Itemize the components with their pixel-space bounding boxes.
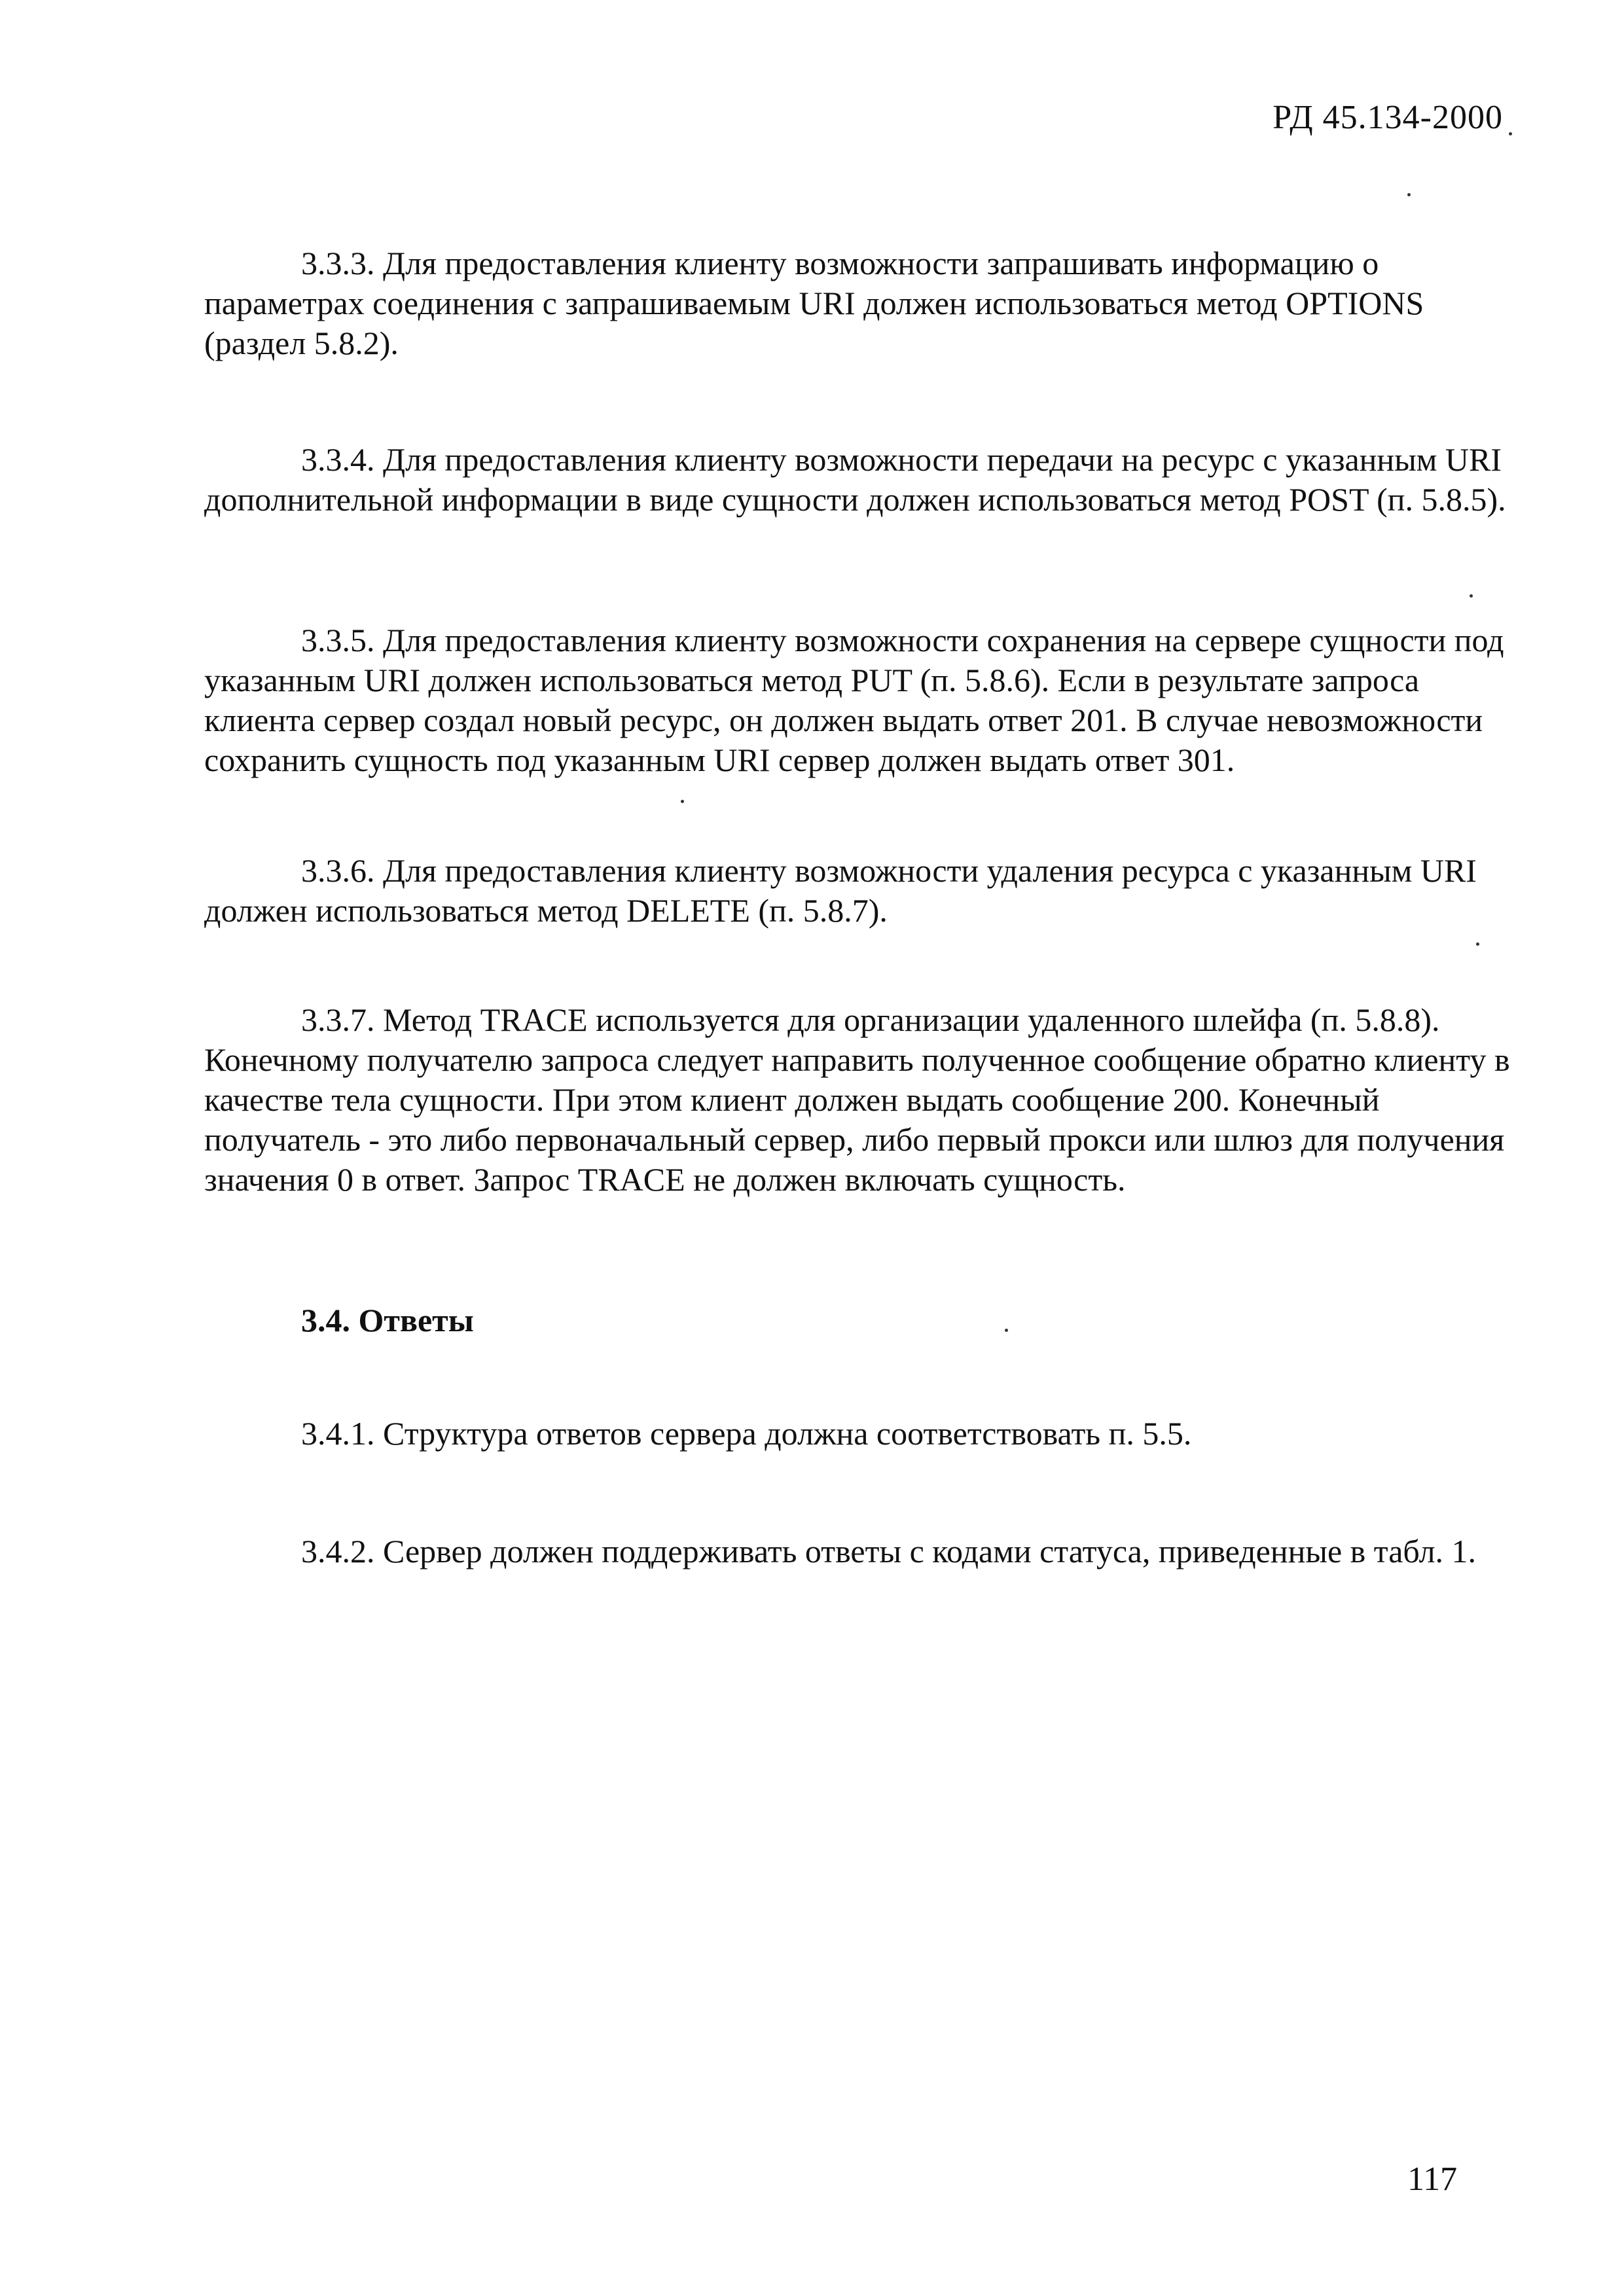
page-number: 117 bbox=[1407, 2161, 1458, 2198]
paragraph-3-3-3: 3.3.3. Для предоставления клиенту возможности запрашивать информацию о параметрах соединения с запрашиваемым URI должен использоваться метод OPTIONS (раздел 5.8.2). bbox=[204, 245, 1424, 361]
scan-speck bbox=[1407, 193, 1411, 196]
paragraph-3-3-4: 3.3.4. Для предоставления клиенту возможности передачи на ресурс с указанным URI дополнительной информации в виде сущности должен использоваться метод POST (п. 5.8.5). bbox=[204, 441, 1506, 518]
paragraph-3-3-7: 3.3.7. Метод TRACE используется для организации удаленного шлейфа (п. 5.8.8). Конечному получателю запроса следует направить полученное сообщение обратно клиенту в качестве тела сущности. При этом клиент должен выдать сообщение 200. Конечный получатель - это либо первоначальный сервер, либо первый прокси или шлюз для получения значения 0 в ответ. Запрос TRACE не должен включать сущность. bbox=[204, 1001, 1510, 1198]
scan-speck bbox=[1509, 132, 1512, 135]
scan-speck bbox=[681, 800, 684, 803]
document-number-header: РД 45.134-2000 bbox=[1272, 99, 1503, 136]
paragraph-3-4-2: 3.4.2. Сервер должен поддерживать ответы с кодами статуса, приведенные в табл. 1. bbox=[301, 1533, 1477, 1570]
scan-speck bbox=[1476, 942, 1479, 946]
paragraph-3-3-6: 3.3.6. Для предоставления клиенту возможности удаления ресурса с указанным URI должен использоваться метод DELETE (п. 5.8.7). bbox=[204, 852, 1477, 929]
section-heading: 3.4. Ответы bbox=[301, 1302, 474, 1338]
scan-speck bbox=[1005, 1329, 1008, 1332]
scan-speck bbox=[1470, 594, 1473, 598]
paragraph-3-3-5: 3.3.5. Для предоставления клиенту возможности сохранения на сервере сущности под указанным URI должен использоваться метод PUT (п. 5.8.6). Если в результате запроса клиента сервер создал новый ресурс, он должен выдать ответ 201. В случае невозможности сохранить сущность под указанным URI сервер должен выдать ответ 301. bbox=[204, 622, 1504, 778]
paragraph-3-4-1: 3.4.1. Структура ответов сервера должна соответствовать п. 5.5. bbox=[301, 1415, 1192, 1452]
